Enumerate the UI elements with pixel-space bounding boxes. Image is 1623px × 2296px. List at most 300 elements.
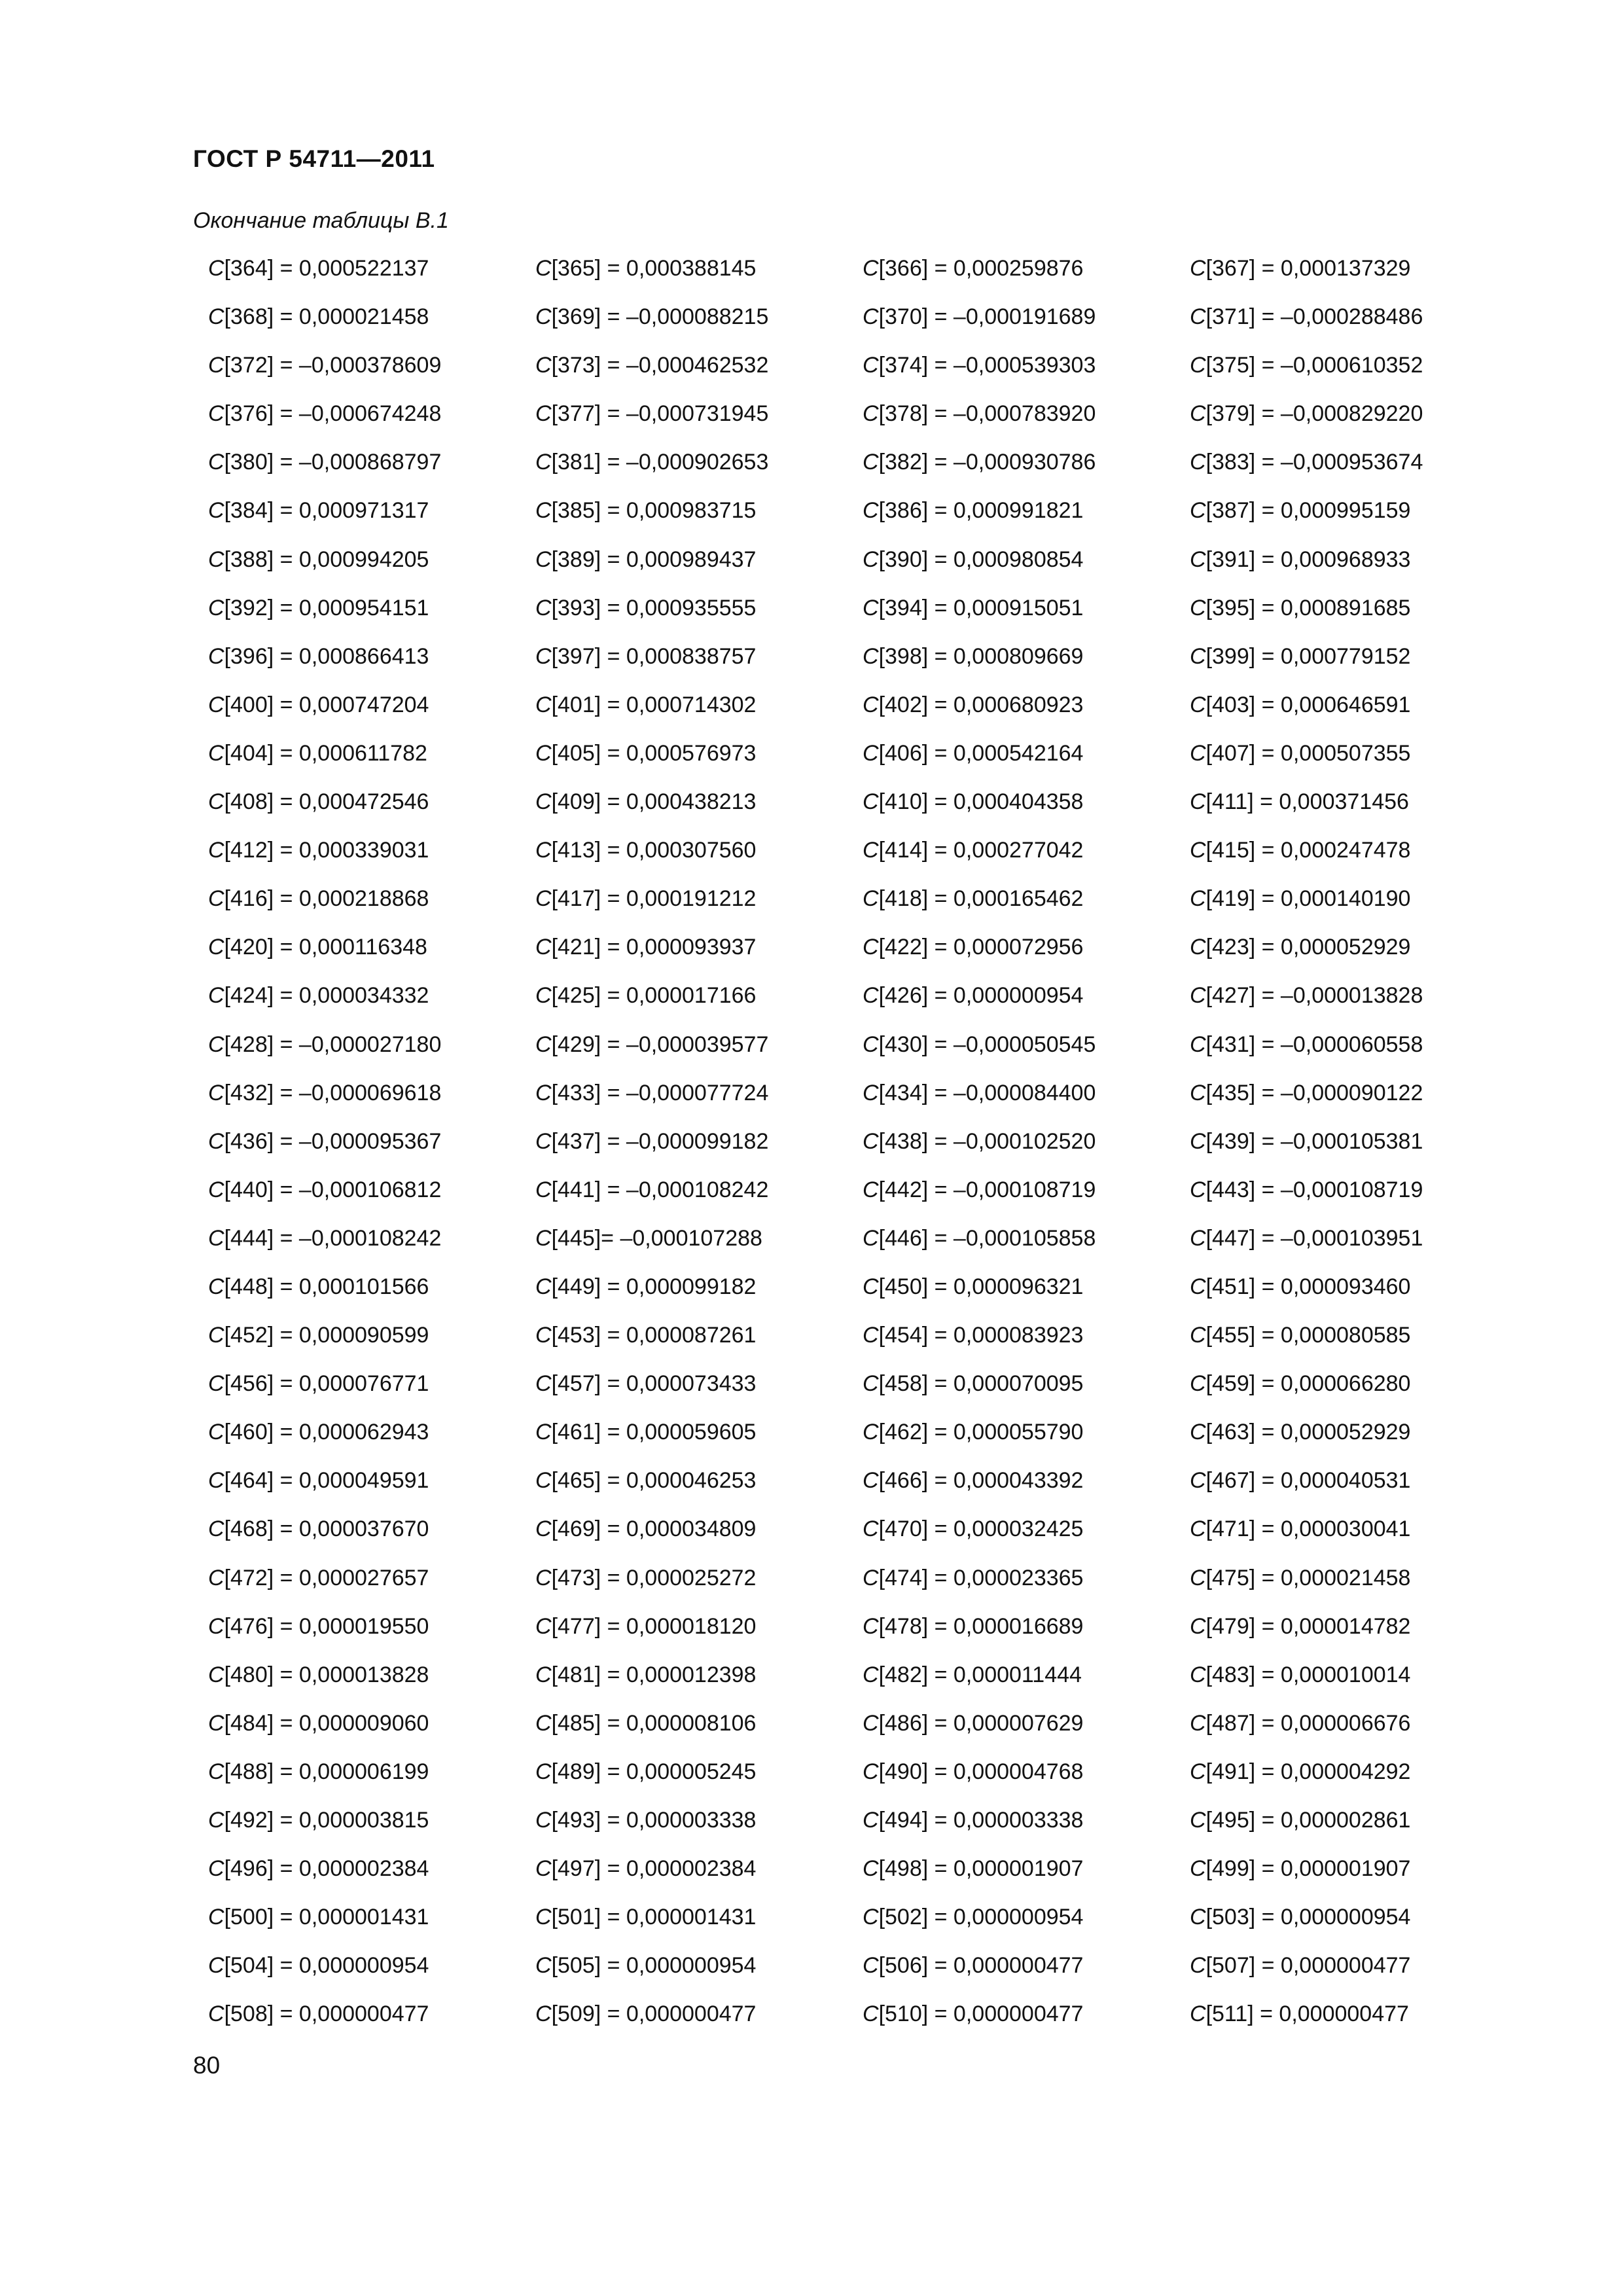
coefficient-value: [389] = 0,000989437 (551, 547, 757, 572)
coefficient-entry (863, 886, 1190, 934)
coefficient-symbol: C (1190, 1856, 1206, 1882)
coefficient-entry (208, 1177, 535, 1225)
coefficient-symbol: C (1190, 643, 1206, 669)
coefficient-symbol: C (1190, 1031, 1206, 1057)
coefficient-value: [485] = 0,000008106 (551, 1710, 757, 1736)
coefficient-symbol: C (863, 1710, 879, 1736)
coefficient-symbol: C (535, 256, 552, 281)
coefficient-value: [505] = 0,000000954 (551, 1953, 757, 1979)
coefficient-symbol: C (863, 1759, 879, 1784)
coefficient-symbol: C (208, 2001, 224, 2027)
coefficient-entry (535, 643, 863, 692)
coefficient-entry (208, 2001, 535, 2049)
coefficient-value: [411] = 0,000371456 (1205, 789, 1409, 815)
coefficient-entry (863, 1467, 1190, 1516)
coefficient-value: [432] = –0,000069618 (224, 1080, 442, 1105)
coefficient-entry (208, 1031, 535, 1080)
coefficient-symbol: C (535, 935, 552, 960)
coefficient-value: [508] = 0,000000477 (224, 2001, 429, 2027)
coefficient-symbol: C (208, 1371, 224, 1397)
coefficient-entry (1190, 1662, 1517, 1710)
coefficient-value: [448] = 0,000101566 (224, 1274, 429, 1299)
coefficient-entry (1190, 692, 1517, 740)
coefficient-symbol: C (1190, 547, 1206, 572)
coefficient-value: [484] = 0,000009060 (224, 1710, 429, 1736)
coefficient-symbol: C (208, 1420, 224, 1445)
coefficient-value: [506] = 0,000000477 (878, 1953, 1084, 1979)
coefficient-symbol: C (535, 595, 552, 620)
coefficient-value: [386] = 0,000991821 (878, 498, 1084, 524)
coefficient-symbol: C (208, 401, 224, 427)
coefficient-value: [499] = 0,000001907 (1205, 1856, 1411, 1882)
coefficient-entry (208, 1904, 535, 1952)
coefficient-symbol: C (863, 401, 879, 427)
coefficient-symbol: C (1190, 838, 1206, 863)
coefficient-entry (1190, 1710, 1517, 1759)
coefficient-entry (1190, 886, 1517, 934)
coefficient-value: [377] = –0,000731945 (551, 401, 769, 427)
coefficient-value: [461] = 0,000059605 (551, 1420, 757, 1445)
coefficient-value: [437] = –0,000099182 (551, 1128, 769, 1154)
coefficient-value: [445]= –0,000107288 (551, 1225, 762, 1251)
coefficient-symbol: C (863, 838, 879, 863)
coefficient-symbol: C (535, 547, 552, 572)
coefficient-value: [384] = 0,000971317 (224, 498, 429, 524)
coefficient-value: [494] = 0,000003338 (878, 1808, 1084, 1833)
coefficient-value: [510] = 0,000000477 (878, 2001, 1084, 2027)
coefficient-entry (208, 401, 535, 449)
coefficient-value: [465] = 0,000046253 (551, 1468, 757, 1494)
coefficient-entry (535, 789, 863, 837)
coefficient-value: [442] = –0,000108719 (878, 1177, 1096, 1202)
coefficient-value: [488] = 0,000006199 (224, 1759, 429, 1784)
coefficient-symbol: C (863, 1905, 879, 1930)
coefficient-symbol: C (535, 2001, 552, 2027)
coefficient-value: [473] = 0,000025272 (551, 1565, 757, 1590)
coefficient-entry (863, 595, 1190, 643)
coefficient-entry (863, 643, 1190, 692)
coefficient-symbol: C (208, 1031, 224, 1057)
coefficient-symbol: C (1190, 1177, 1206, 1202)
coefficient-entry (208, 1952, 535, 2001)
coefficient-value: [413] = 0,000307560 (551, 838, 757, 863)
coefficient-symbol: C (1190, 353, 1206, 378)
coefficient-entry (208, 1274, 535, 1322)
coefficient-value: [370] = –0,000191689 (878, 304, 1096, 330)
coefficient-entry (863, 1225, 1190, 1274)
coefficient-entry (1190, 255, 1517, 304)
coefficient-symbol: C (535, 838, 552, 863)
coefficient-entry (863, 1856, 1190, 1904)
coefficient-symbol: C (535, 1808, 552, 1833)
coefficient-entry (1190, 1128, 1517, 1177)
coefficient-entry (1190, 1031, 1517, 1080)
coefficient-value: [374] = –0,000539303 (878, 353, 1096, 378)
coefficient-symbol: C (863, 1371, 879, 1397)
coefficient-value: [381] = –0,000902653 (551, 450, 769, 475)
coefficient-value: [387] = 0,000995159 (1205, 498, 1411, 524)
coefficient-symbol: C (863, 1565, 879, 1590)
coefficient-value: [482] = 0,000011444 (878, 1662, 1082, 1687)
coefficient-entry (1190, 1856, 1517, 1904)
coefficient-value: [364] = 0,000522137 (224, 256, 429, 281)
coefficient-entry (863, 1952, 1190, 2001)
coefficient-symbol: C (535, 789, 552, 815)
coefficient-value: [378] = –0,000783920 (878, 401, 1096, 427)
coefficient-entry (863, 1710, 1190, 1759)
coefficient-entry (1190, 1419, 1517, 1467)
coefficient-symbol: C (535, 1371, 552, 1397)
coefficient-entry (535, 1177, 863, 1225)
coefficient-value: [403] = 0,000646591 (1205, 692, 1411, 717)
coefficient-entry (208, 547, 535, 595)
coefficient-symbol: C (208, 1080, 224, 1105)
coefficient-symbol: C (208, 935, 224, 960)
coefficient-entry (1190, 595, 1517, 643)
coefficient-value: [487] = 0,000006676 (1205, 1710, 1411, 1736)
coefficient-entry (863, 1080, 1190, 1128)
coefficient-entry (863, 352, 1190, 401)
coefficient-symbol: C (208, 1323, 224, 1348)
coefficient-symbol: C (863, 304, 879, 330)
coefficient-value: [460] = 0,000062943 (224, 1420, 429, 1445)
coefficient-entry (1190, 1225, 1517, 1274)
coefficient-entry (863, 1662, 1190, 1710)
coefficient-symbol: C (535, 1274, 552, 1299)
coefficient-symbol: C (863, 1808, 879, 1833)
coefficient-symbol: C (208, 1710, 224, 1736)
coefficient-value: [472] = 0,000027657 (224, 1565, 429, 1590)
coefficient-symbol: C (208, 1856, 224, 1882)
coefficient-symbol: C (208, 1759, 224, 1784)
coefficient-entry (535, 1662, 863, 1710)
coefficient-value: [441] = –0,000108242 (551, 1177, 769, 1202)
coefficient-entry (1190, 1904, 1517, 1952)
coefficient-value: [404] = 0,000611782 (224, 740, 427, 766)
coefficient-symbol: C (863, 1856, 879, 1882)
coefficient-value: [394] = 0,000915051 (878, 595, 1084, 620)
coefficient-table (208, 255, 1517, 2049)
coefficient-symbol: C (1190, 1080, 1206, 1105)
coefficient-value: [451] = 0,000093460 (1205, 1274, 1411, 1299)
coefficient-value: [405] = 0,000576973 (551, 740, 757, 766)
coefficient-entry (208, 449, 535, 497)
coefficient-symbol: C (1190, 1225, 1206, 1251)
coefficient-value: [501] = 0,000001431 (551, 1905, 757, 1930)
coefficient-entry (208, 934, 535, 982)
coefficient-symbol: C (535, 1565, 552, 1590)
coefficient-symbol: C (863, 740, 879, 766)
coefficient-value: [372] = –0,000378609 (224, 353, 442, 378)
coefficient-value: [467] = 0,000040531 (1205, 1468, 1411, 1494)
coefficient-symbol: C (208, 1613, 224, 1639)
coefficient-entry (863, 1274, 1190, 1322)
coefficient-symbol: C (535, 1225, 552, 1251)
coefficient-value: [459] = 0,000066280 (1205, 1371, 1411, 1397)
coefficient-entry (863, 497, 1190, 546)
coefficient-symbol: C (208, 886, 224, 912)
coefficient-value: [492] = 0,000003815 (224, 1808, 429, 1833)
coefficient-value: [425] = 0,000017166 (551, 983, 757, 1009)
coefficient-value: [430] = –0,000050545 (878, 1031, 1096, 1057)
coefficient-entry (863, 1371, 1190, 1419)
coefficient-entry (535, 1080, 863, 1128)
coefficient-value: [438] = –0,000102520 (878, 1128, 1096, 1154)
coefficient-symbol: C (535, 1420, 552, 1445)
coefficient-entry (1190, 1274, 1517, 1322)
coefficient-value: [504] = 0,000000954 (224, 1953, 429, 1979)
coefficient-value: [509] = 0,000000477 (551, 2001, 757, 2027)
coefficient-value: [454] = 0,000083923 (878, 1323, 1084, 1348)
coefficient-symbol: C (208, 1274, 224, 1299)
coefficient-entry (863, 982, 1190, 1031)
coefficient-entry (535, 982, 863, 1031)
coefficient-symbol: C (535, 1953, 552, 1979)
coefficient-entry (535, 547, 863, 595)
coefficient-entry (863, 449, 1190, 497)
coefficient-value: [481] = 0,000012398 (551, 1662, 757, 1687)
coefficient-symbol: C (535, 450, 552, 475)
coefficient-value: [427] = –0,000013828 (1205, 983, 1423, 1009)
coefficient-entry (535, 595, 863, 643)
coefficient-entry (863, 304, 1190, 352)
coefficient-entry (863, 837, 1190, 886)
coefficient-value: [476] = 0,000019550 (224, 1613, 429, 1639)
coefficient-value: [453] = 0,000087261 (551, 1323, 757, 1348)
coefficient-entry (208, 643, 535, 692)
coefficient-value: [373] = –0,000462532 (551, 353, 769, 378)
coefficient-symbol: C (535, 1662, 552, 1687)
coefficient-symbol: C (535, 886, 552, 912)
coefficient-value: [449] = 0,000099182 (551, 1274, 757, 1299)
coefficient-symbol: C (208, 838, 224, 863)
coefficient-value: [450] = 0,000096321 (878, 1274, 1084, 1299)
coefficient-symbol: C (208, 1516, 224, 1542)
coefficient-value: [462] = 0,000055790 (878, 1420, 1084, 1445)
coefficient-symbol: C (535, 1323, 552, 1348)
coefficient-symbol: C (863, 498, 879, 524)
coefficient-entry (208, 1419, 535, 1467)
coefficient-symbol: C (1190, 2001, 1206, 2027)
coefficient-symbol: C (863, 2001, 879, 2027)
coefficient-value: [388] = 0,000994205 (224, 547, 429, 572)
coefficient-value: [393] = 0,000935555 (551, 595, 757, 620)
coefficient-value: [436] = –0,000095367 (224, 1128, 442, 1154)
coefficient-value: [475] = 0,000021458 (1205, 1565, 1411, 1590)
coefficient-entry (863, 1807, 1190, 1856)
coefficient-value: [418] = 0,000165462 (878, 886, 1084, 912)
coefficient-value: [412] = 0,000339031 (224, 838, 429, 863)
coefficient-symbol: C (535, 1468, 552, 1494)
coefficient-value: [439] = –0,000105381 (1205, 1128, 1423, 1154)
coefficient-symbol: C (208, 304, 224, 330)
coefficient-value: [407] = 0,000507355 (1205, 740, 1411, 766)
coefficient-value: [503] = 0,000000954 (1205, 1905, 1411, 1930)
coefficient-value: [444] = –0,000108242 (224, 1225, 442, 1251)
coefficient-entry (535, 1371, 863, 1419)
coefficient-symbol: C (863, 1128, 879, 1154)
coefficient-entry (863, 1904, 1190, 1952)
coefficient-symbol: C (863, 1274, 879, 1299)
coefficient-symbol: C (208, 1662, 224, 1687)
coefficient-entry (1190, 837, 1517, 886)
coefficient-symbol: C (863, 1613, 879, 1639)
coefficient-symbol: C (535, 692, 552, 717)
coefficient-value: [426] = 0,000000954 (878, 983, 1084, 1009)
coefficient-symbol: C (1190, 256, 1206, 281)
table-caption: Окончание таблицы В.1 (193, 208, 449, 233)
coefficient-symbol: C (1190, 450, 1206, 475)
coefficient-value: [398] = 0,000809669 (878, 643, 1084, 669)
coefficient-entry (1190, 934, 1517, 982)
coefficient-entry (208, 255, 535, 304)
coefficient-entry (208, 1710, 535, 1759)
coefficient-value: [399] = 0,000779152 (1205, 643, 1411, 669)
coefficient-value: [502] = 0,000000954 (878, 1905, 1084, 1930)
coefficient-value: [474] = 0,000023365 (878, 1565, 1084, 1590)
coefficient-entry (208, 740, 535, 789)
coefficient-symbol: C (863, 547, 879, 572)
coefficient-symbol: C (1190, 1468, 1206, 1494)
coefficient-entry (863, 1516, 1190, 1564)
coefficient-entry (208, 304, 535, 352)
coefficient-entry (208, 1128, 535, 1177)
coefficient-entry (863, 934, 1190, 982)
coefficient-entry (535, 837, 863, 886)
coefficient-entry (1190, 1952, 1517, 2001)
coefficient-symbol: C (208, 450, 224, 475)
coefficient-entry (863, 547, 1190, 595)
coefficient-symbol: C (863, 1177, 879, 1202)
coefficient-entry (535, 1613, 863, 1662)
coefficient-symbol: C (1190, 1128, 1206, 1154)
coefficient-value: [397] = 0,000838757 (551, 643, 757, 669)
coefficient-entry (208, 595, 535, 643)
coefficient-value: [463] = 0,000052929 (1205, 1420, 1411, 1445)
coefficient-entry (863, 1128, 1190, 1177)
coefficient-entry (863, 1177, 1190, 1225)
coefficient-entry (1190, 401, 1517, 449)
coefficient-symbol: C (863, 1225, 879, 1251)
coefficient-symbol: C (1190, 498, 1206, 524)
coefficient-value: [408] = 0,000472546 (224, 789, 429, 815)
coefficient-value: [471] = 0,000030041 (1205, 1516, 1411, 1542)
coefficient-value: [497] = 0,000002384 (551, 1856, 757, 1882)
coefficient-symbol: C (208, 983, 224, 1009)
coefficient-value: [468] = 0,000037670 (224, 1516, 429, 1542)
coefficient-value: [390] = 0,000980854 (878, 547, 1084, 572)
coefficient-value: [470] = 0,000032425 (878, 1516, 1084, 1542)
coefficient-value: [447] = –0,000103951 (1205, 1225, 1423, 1251)
coefficient-value: [483] = 0,000010014 (1205, 1662, 1411, 1687)
coefficient-symbol: C (208, 256, 224, 281)
coefficient-value: [380] = –0,000868797 (224, 450, 442, 475)
coefficient-value: [382] = –0,000930786 (878, 450, 1096, 475)
coefficient-entry (208, 1080, 535, 1128)
coefficient-entry (535, 1759, 863, 1807)
coefficient-entry (208, 1662, 535, 1710)
coefficient-symbol: C (535, 1759, 552, 1784)
coefficient-value: [415] = 0,000247478 (1205, 838, 1411, 863)
coefficient-symbol: C (1190, 1323, 1206, 1348)
coefficient-value: [367] = 0,000137329 (1205, 256, 1411, 281)
coefficient-symbol: C (208, 1905, 224, 1930)
coefficient-value: [486] = 0,000007629 (878, 1710, 1084, 1736)
coefficient-value: [423] = 0,000052929 (1205, 935, 1411, 960)
coefficient-symbol: C (535, 740, 552, 766)
coefficient-entry (1190, 1565, 1517, 1613)
coefficient-value: [511] = 0,000000477 (1205, 2001, 1409, 2027)
coefficient-value: [385] = 0,000983715 (551, 498, 757, 524)
coefficient-value: [396] = 0,000866413 (224, 643, 429, 669)
coefficient-entry (535, 1807, 863, 1856)
coefficient-symbol: C (863, 1080, 879, 1105)
page-number: 80 (193, 2052, 221, 2079)
coefficient-entry (535, 1856, 863, 1904)
coefficient-entry (863, 1031, 1190, 1080)
coefficient-value: [489] = 0,000005245 (551, 1759, 757, 1784)
coefficient-value: [401] = 0,000714302 (551, 692, 757, 717)
coefficient-entry (863, 1759, 1190, 1807)
coefficient-symbol: C (535, 1613, 552, 1639)
document-header: ГОСТ Р 54711—2011 (193, 145, 435, 172)
coefficient-value: [368] = 0,000021458 (224, 304, 429, 330)
coefficient-value: [409] = 0,000438213 (551, 789, 757, 815)
coefficient-entry (535, 1031, 863, 1080)
coefficient-entry (208, 789, 535, 837)
coefficient-value: [431] = –0,000060558 (1205, 1031, 1423, 1057)
coefficient-value: [410] = 0,000404358 (878, 789, 1084, 815)
coefficient-entry (208, 692, 535, 740)
coefficient-value: [458] = 0,000070095 (878, 1371, 1084, 1397)
coefficient-symbol: C (208, 643, 224, 669)
coefficient-entry (1190, 1371, 1517, 1419)
coefficient-symbol: C (1190, 1274, 1206, 1299)
coefficient-value: [417] = 0,000191212 (551, 886, 757, 912)
coefficient-symbol: C (863, 256, 879, 281)
coefficient-entry (1190, 1177, 1517, 1225)
coefficient-symbol: C (535, 401, 552, 427)
coefficient-entry (863, 1322, 1190, 1371)
coefficient-symbol: C (208, 740, 224, 766)
coefficient-entry (863, 255, 1190, 304)
coefficient-value: [375] = –0,000610352 (1205, 353, 1423, 378)
coefficient-value: [366] = 0,000259876 (878, 256, 1084, 281)
coefficient-value: [456] = 0,000076771 (224, 1371, 429, 1397)
coefficient-symbol: C (863, 886, 879, 912)
coefficient-value: [420] = 0,000116348 (224, 935, 427, 960)
coefficient-entry (535, 1225, 863, 1274)
coefficient-value: [376] = –0,000674248 (224, 401, 442, 427)
coefficient-symbol: C (208, 595, 224, 620)
coefficient-entry (863, 401, 1190, 449)
coefficient-entry (535, 497, 863, 546)
coefficient-entry (535, 1467, 863, 1516)
coefficient-symbol: C (1190, 401, 1206, 427)
coefficient-entry (535, 692, 863, 740)
coefficient-value: [383] = –0,000953674 (1205, 450, 1423, 475)
coefficient-symbol: C (535, 498, 552, 524)
coefficient-symbol: C (535, 983, 552, 1009)
coefficient-entry (1190, 352, 1517, 401)
coefficient-symbol: C (535, 1128, 552, 1154)
coefficient-value: [416] = 0,000218868 (224, 886, 429, 912)
coefficient-value: [379] = –0,000829220 (1205, 401, 1423, 427)
coefficient-entry (863, 2001, 1190, 2049)
coefficient-value: [365] = 0,000388145 (551, 256, 757, 281)
coefficient-value: [414] = 0,000277042 (878, 838, 1084, 863)
coefficient-entry (535, 1710, 863, 1759)
